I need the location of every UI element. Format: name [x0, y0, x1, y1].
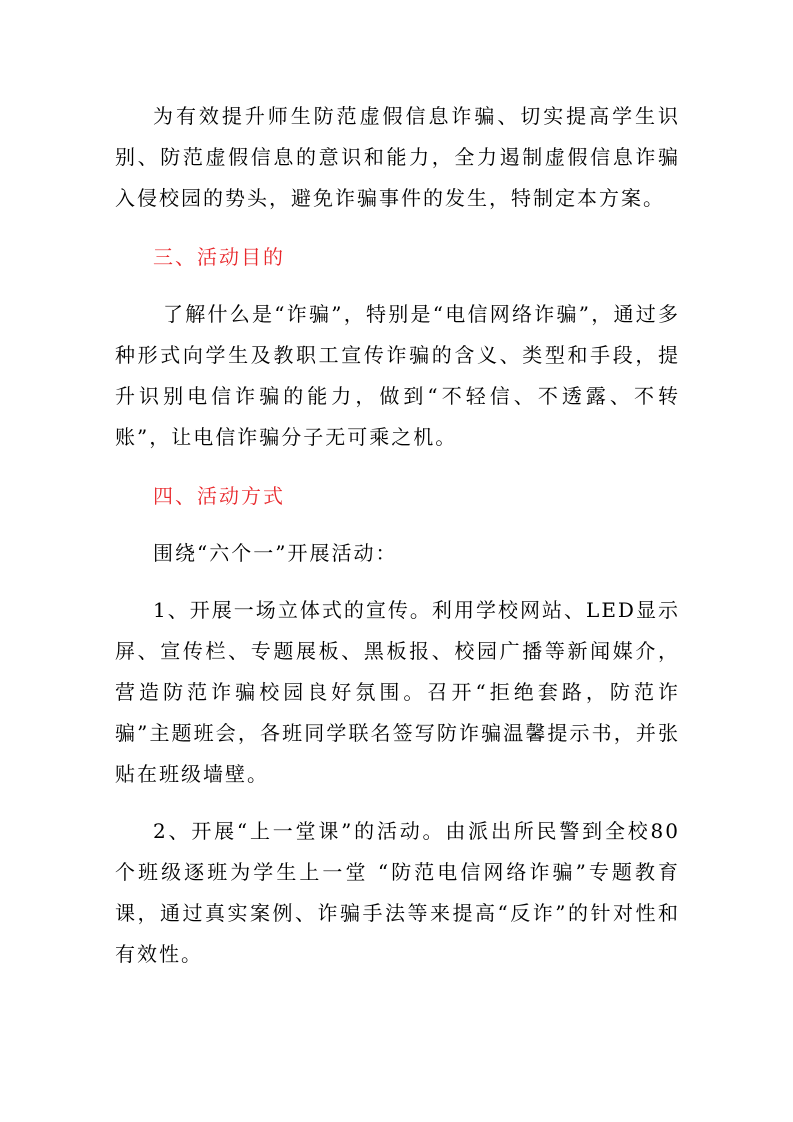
section-three-heading: 三、活动目的 [153, 245, 285, 269]
section-four-lead: 围绕“六个一”开展活动： [153, 541, 398, 565]
list-item-1: 1、开展一场立体式的宣传。利用学校网站、LED显示屏、宣传栏、专题展板、黑板报、校园广播等新闻媒介，营造防范诈骗校园良好氛围。召开“拒绝套路，防范诈骗”主题班会，各班同学联名签写防诈骗温馨提示书，并张贴在班级墙壁。 [115, 598, 680, 786]
document-body [115, 96, 680, 975]
list-item-2: 2、开展“上一堂课”的活动。由派出所民警到全校80个班级逐班为学生上一堂 “防范电信网络诈骗”专题教育课，通过真实案例、诈骗手法等来提高“反诈”的针对性和有效性。 [115, 819, 680, 966]
intro-paragraph: 为有效提升师生防范虚假信息诈骗、切实提高学生识别、防范虚假信息的意识和能力，全力遏制虚假信息诈骗入侵校园的势头，避免诈骗事件的发生，特制定本方案。 [115, 104, 680, 210]
section-three-paragraph: 了解什么是“诈骗”，特别是“电信网络诈骗”，通过多种形式向学生及教职工宣传诈骗的含义、类型和手段，提升识别电信诈骗的能力，做到“不轻信、不透露、不转账”，让电信诈骗分子无可乘之机。 [115, 302, 680, 449]
section-four-heading: 四、活动方式 [153, 484, 285, 508]
